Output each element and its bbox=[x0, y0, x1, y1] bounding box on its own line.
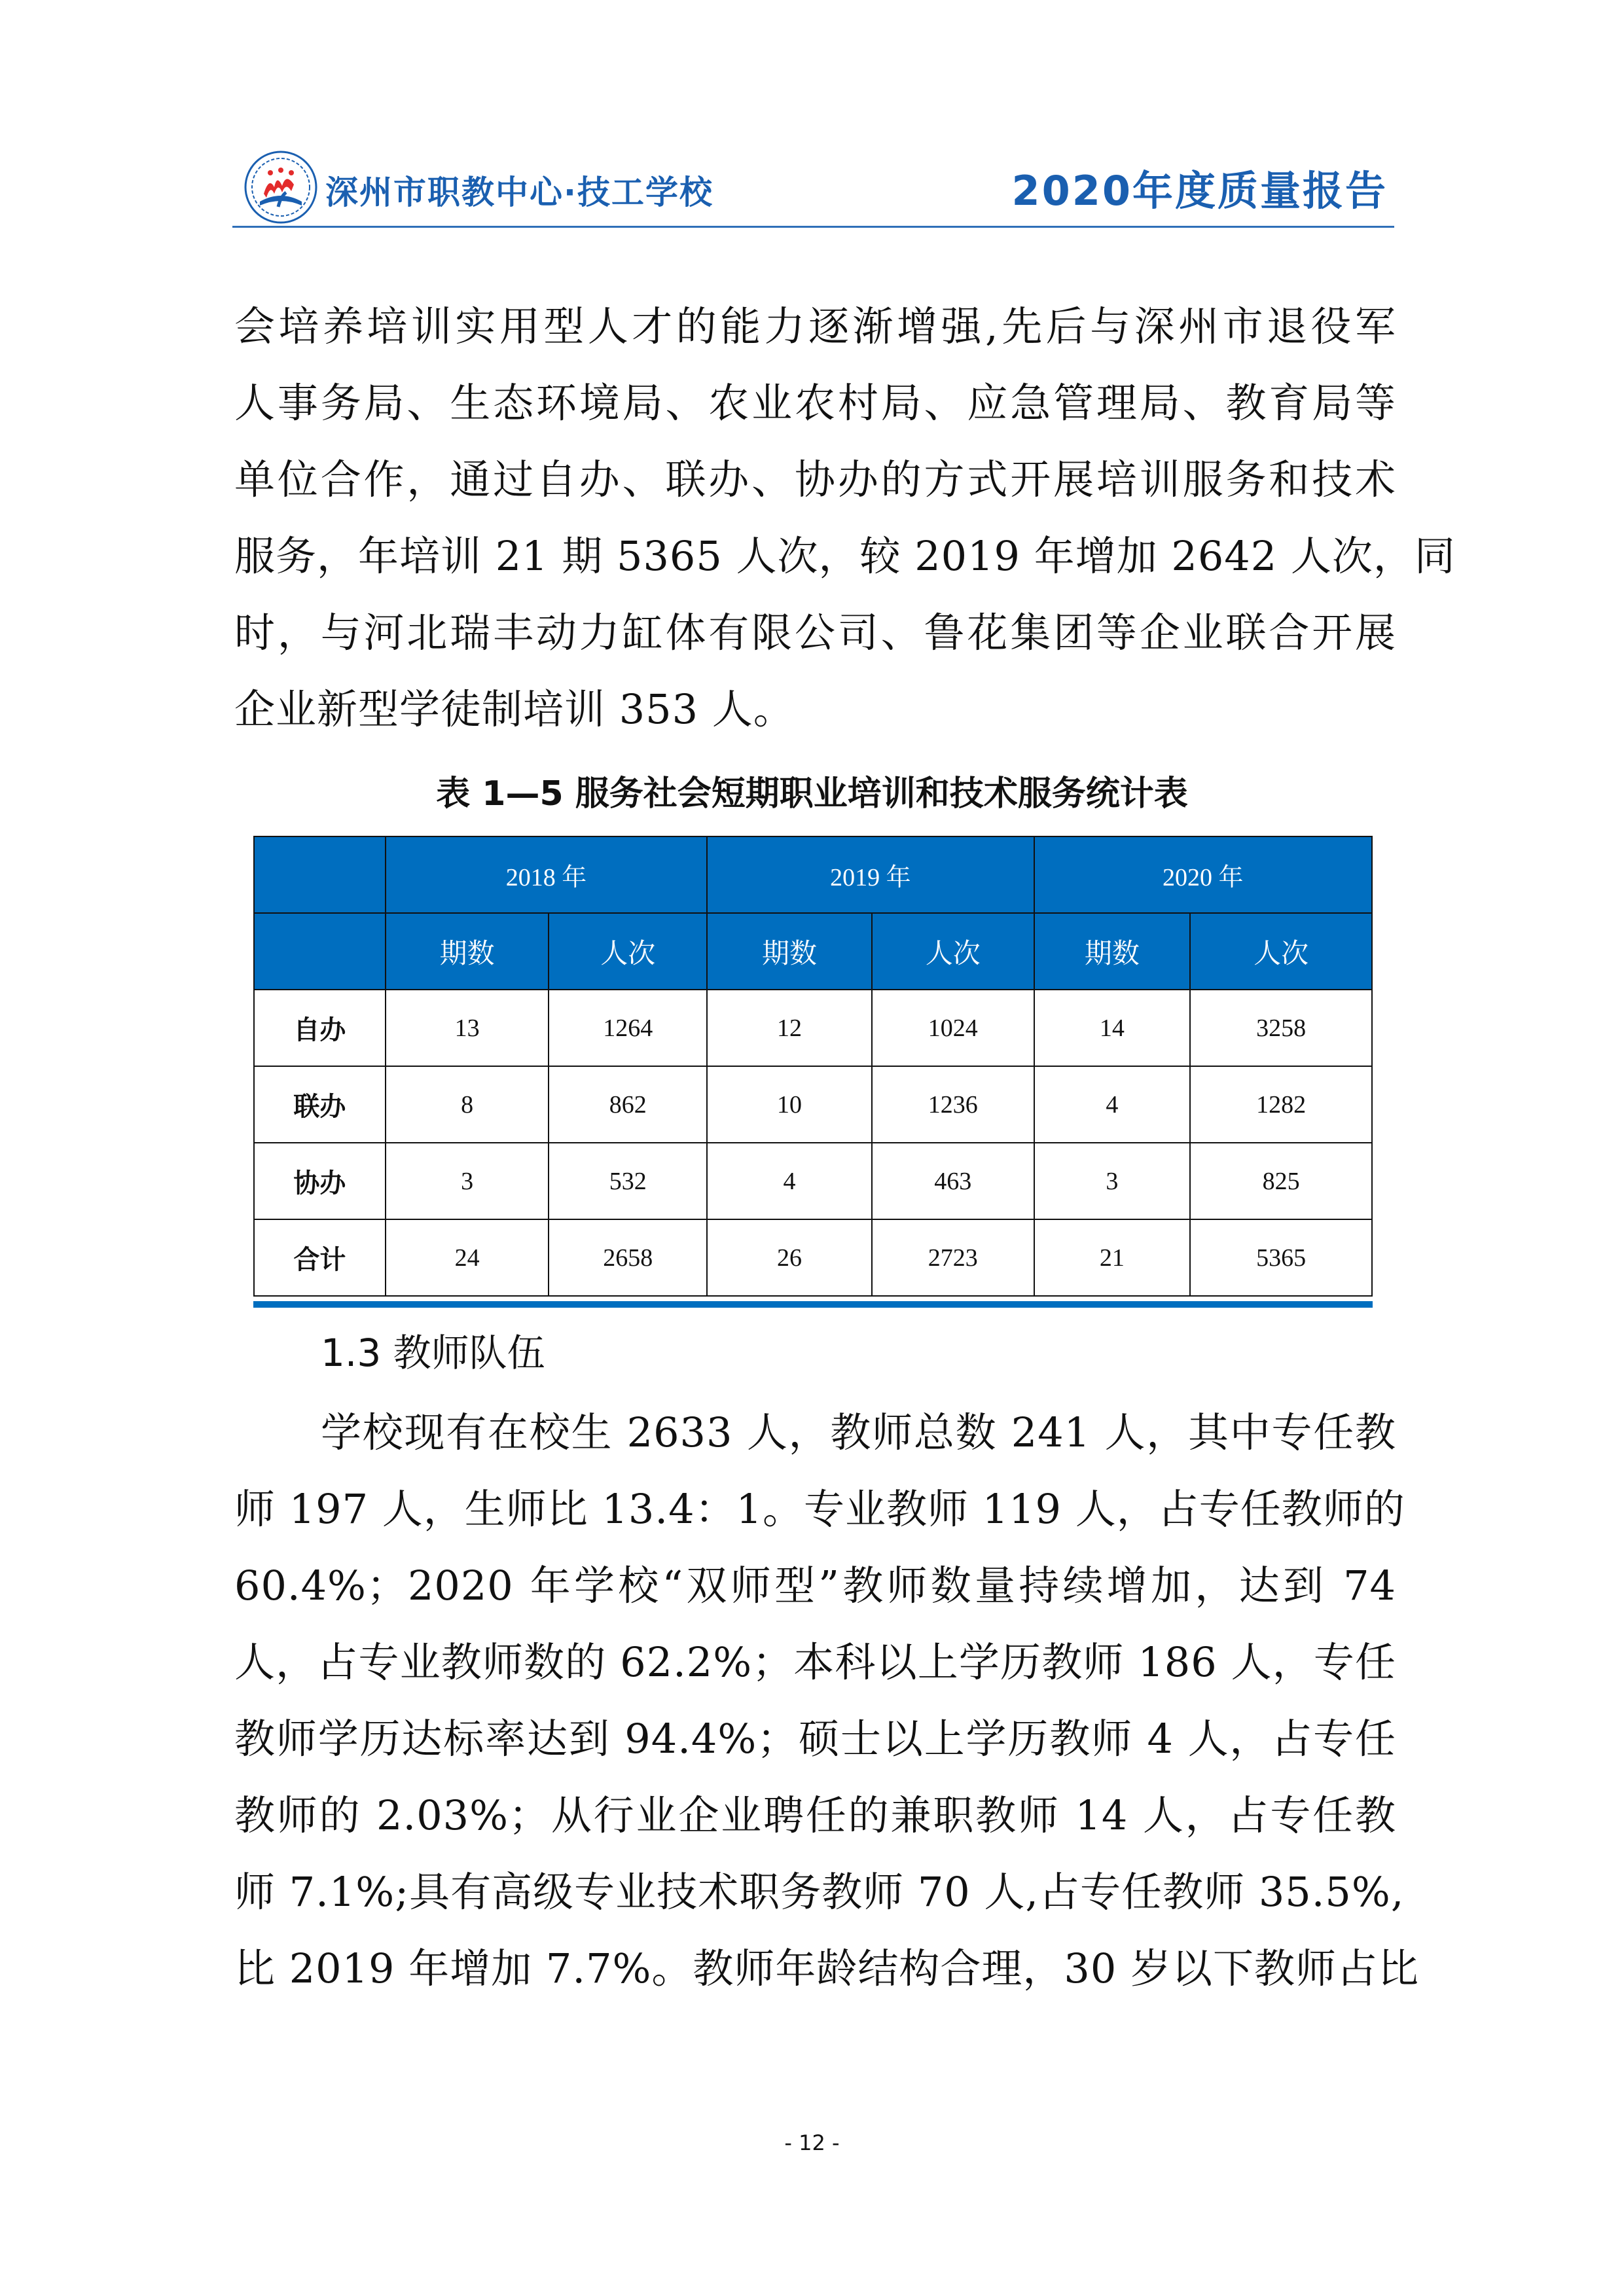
table-cell: 26 bbox=[707, 1219, 872, 1296]
table-bottom-border bbox=[253, 1301, 1373, 1308]
table-row bbox=[254, 1143, 1372, 1219]
table-cell: 532 bbox=[549, 1143, 707, 1219]
table-cell: 3 bbox=[386, 1143, 549, 1219]
paragraph-training bbox=[234, 288, 1456, 747]
section-heading: 1.3 教师队伍 bbox=[321, 1331, 545, 1375]
table-cell: 10 bbox=[707, 1066, 872, 1143]
text-line: 时，与河北瑞丰动力缸体有限公司、鲁花集团等企业联合开展 bbox=[234, 609, 1396, 656]
table-cell: 463 bbox=[872, 1143, 1034, 1219]
table-cell: 2723 bbox=[872, 1219, 1034, 1296]
table-cell: 3258 bbox=[1190, 990, 1372, 1066]
text-line: 企业新型学徒制培训 353 人。 bbox=[234, 685, 795, 733]
table-subheader-row bbox=[254, 913, 1372, 990]
column-header: 人次 bbox=[872, 913, 1034, 990]
table-cell: 2658 bbox=[549, 1219, 707, 1296]
table-cell: 862 bbox=[549, 1066, 707, 1143]
text-line: 比 2019 年增加 7.7%。教师年龄结构合理，30 岁以下教师占比 bbox=[234, 1945, 1420, 1992]
page-number: - 12 - bbox=[784, 2130, 840, 2155]
text-line: 单位合作，通过自办、联办、协办的方式开展培训服务和技术 bbox=[234, 456, 1396, 503]
table-cell: 4 bbox=[707, 1143, 872, 1219]
column-header: 期数 bbox=[386, 913, 549, 990]
text-line: 师 7.1%;具有高级专业技术职务教师 70 人,占专任教师 35.5%, bbox=[234, 1868, 1405, 1916]
table-cell: 8 bbox=[386, 1066, 549, 1143]
text-line: 教师的 2.03%；从行业企业聘任的兼职教师 14 人，占专任教 bbox=[234, 1791, 1396, 1839]
table-cell: 24 bbox=[386, 1219, 549, 1296]
column-header: 人次 bbox=[549, 913, 707, 990]
table-cell: 3 bbox=[1034, 1143, 1191, 1219]
table-cell: 13 bbox=[386, 990, 549, 1066]
table-row bbox=[254, 1066, 1372, 1143]
table-cell: 1282 bbox=[1190, 1066, 1372, 1143]
table-cell: 1236 bbox=[872, 1066, 1034, 1143]
text-line: 学校现有在校生 2633 人，教师总数 241 人，其中专任教 bbox=[321, 1408, 1396, 1456]
text-line: 人，占专业教师数的 62.2%；本科以上学历教师 186 人，专任 bbox=[234, 1638, 1396, 1686]
table-cell: 12 bbox=[707, 990, 872, 1066]
column-header: 期数 bbox=[1034, 913, 1191, 990]
school-name: 深州市职教中心·技工学校 bbox=[325, 173, 713, 211]
column-header: 人次 bbox=[1190, 913, 1372, 990]
report-title: 2020年度质量报告 bbox=[1011, 167, 1388, 215]
school-logo-icon bbox=[244, 151, 317, 224]
text-line: 60.4%；2020 年学校“双师型”教师数量持续增加，达到 74 bbox=[234, 1562, 1396, 1609]
row-label: 联办 bbox=[254, 1066, 386, 1143]
table-row-total bbox=[254, 1219, 1372, 1296]
table-row bbox=[254, 990, 1372, 1066]
table-cell: 4 bbox=[1034, 1066, 1191, 1143]
year-header: 2020 年 bbox=[1034, 836, 1372, 913]
page-header bbox=[232, 144, 1394, 229]
table-corner-cell bbox=[254, 913, 386, 990]
text-line: 教师学历达标率达到 94.4%；硕士以上学历教师 4 人，占专任 bbox=[234, 1715, 1396, 1763]
table-cell: 14 bbox=[1034, 990, 1191, 1066]
table-cell: 1024 bbox=[872, 990, 1034, 1066]
paragraph-teachers bbox=[234, 1394, 1420, 2007]
row-label: 协办 bbox=[254, 1143, 386, 1219]
table-cell: 21 bbox=[1034, 1219, 1191, 1296]
column-header: 期数 bbox=[707, 913, 872, 990]
table-year-header-row bbox=[254, 836, 1372, 913]
training-statistics-table bbox=[253, 836, 1373, 1297]
text-line: 师 197 人，生师比 13.4：1。专业教师 119 人，占专任教师的 bbox=[234, 1485, 1405, 1533]
year-header: 2018 年 bbox=[386, 836, 707, 913]
header-divider bbox=[232, 226, 1394, 228]
table-cell: 1264 bbox=[549, 990, 707, 1066]
year-header: 2019 年 bbox=[707, 836, 1034, 913]
table-corner-cell bbox=[254, 836, 386, 913]
table-cell: 5365 bbox=[1190, 1219, 1372, 1296]
text-line: 服务，年培训 21 期 5365 人次，较 2019 年增加 2642 人次，同 bbox=[234, 532, 1456, 580]
row-label: 合计 bbox=[254, 1219, 386, 1296]
text-line: 会培养培训实用型人才的能力逐渐增强,先后与深州市退役军 bbox=[234, 302, 1396, 350]
table-cell: 825 bbox=[1190, 1143, 1372, 1219]
text-line: 人事务局、生态环境局、农业农村局、应急管理局、教育局等 bbox=[234, 379, 1396, 427]
row-label: 自办 bbox=[254, 990, 386, 1066]
table-caption: 表 1—5 服务社会短期职业培训和技术服务统计表 bbox=[436, 774, 1188, 814]
